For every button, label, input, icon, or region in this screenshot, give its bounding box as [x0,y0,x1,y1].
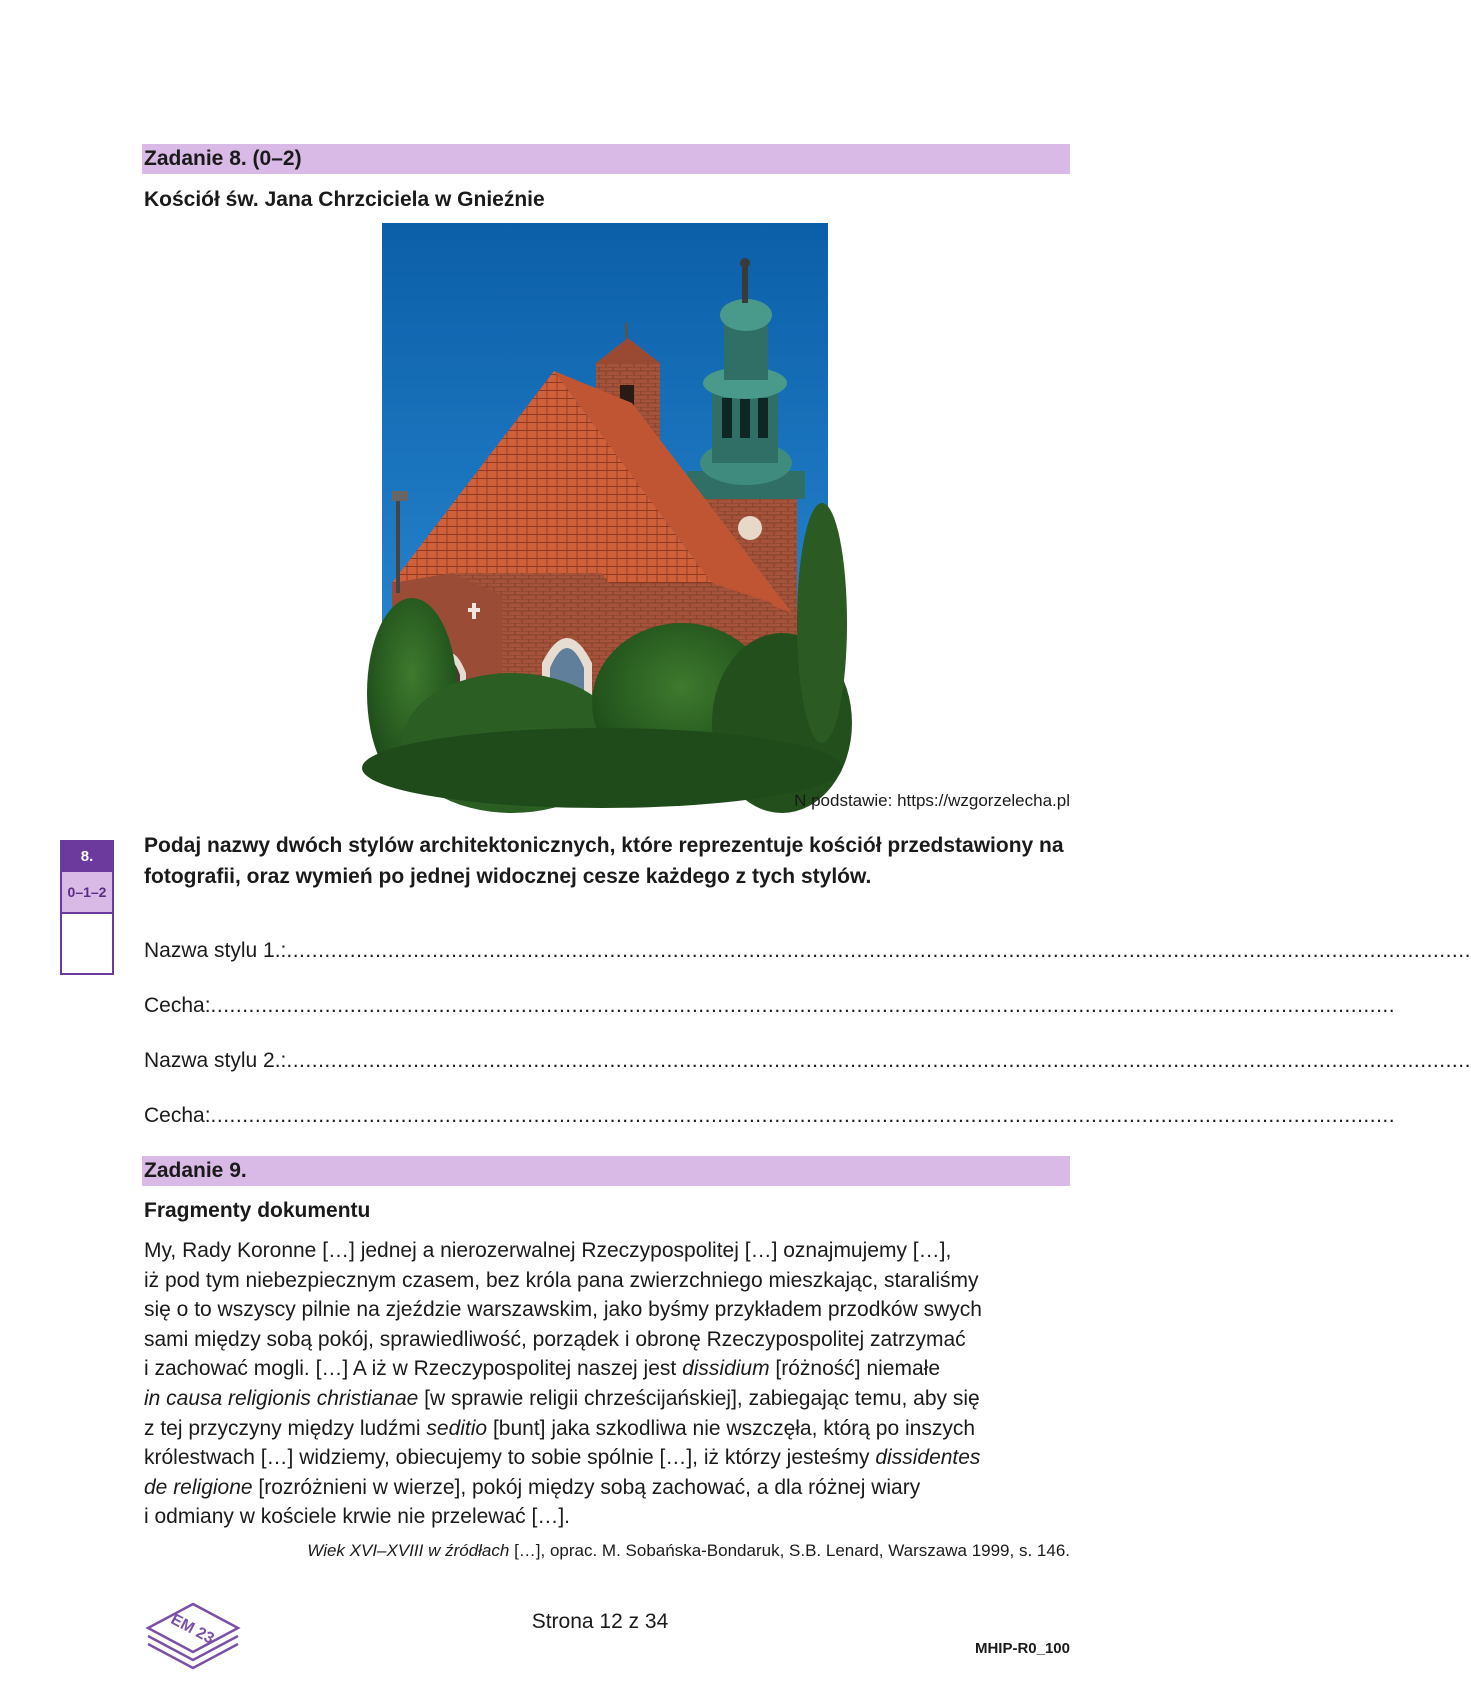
document-line [144,1443,1074,1473]
answer-label: Nazwa stylu 2.: [144,1049,287,1072]
task-8-title: Kościół św. Jana Chrzciciela w Gnieźnie [144,188,545,211]
answer-label: Nazwa stylu 1.: [144,939,287,962]
score-box [60,840,114,975]
text-segment: My, Rady Koronne […] jednej a nierozerwalnej Rzeczypospolitej […] oznajmujemy […], [144,1239,952,1262]
text-segment: z tej przyczyny między ludźmi [144,1416,427,1440]
task-9-header: Zadanie 9. [142,1156,1070,1186]
text-segment: [rozróżnieni w wierze], pokój między sobą zachować, a dla różnej wiary [252,1475,921,1499]
exam-code: MHIP-R0_100 [974,1640,1070,1657]
citation [307,1541,1070,1561]
latin-term: dissidentes [875,1446,981,1470]
logo-text: EM 23 [167,1610,217,1648]
answer-style-2[interactable] [144,1049,1471,1079]
text-segment: [bunt] jaka szkodliwa nie wszczęła, którą po inszych [487,1416,976,1440]
page-number: Strona 12 z 34 [531,1610,669,1633]
answer-dots: ........................................................................................................................................................................................... [286,939,1471,962]
document-line [144,1236,1074,1266]
task-9-title: Fragmenty dokumentu [144,1199,371,1222]
document-line [144,1502,1074,1532]
answer-feature-1[interactable] [144,994,1396,1024]
latin-term: in causa religionis christianae [144,1386,419,1410]
answer-dots: ........................................................................................................................................................................................... [210,994,1396,1017]
document-line [144,1325,1074,1355]
answer-feature-2[interactable] [144,1104,1396,1134]
document-excerpt [144,1236,1074,1532]
latin-term: dissidium [682,1357,770,1381]
citation-details: […], oprac. M. Sobańska-Bondaruk, S.B. Lenard, Warszawa 1999, s. 146. [509,1541,1070,1560]
text-segment: i odmiany w kościele krwie nie przelewać […]. [144,1505,570,1529]
score-task-number: 8. [62,842,112,872]
text-segment: sami między sobą pokój, sprawiedliwość, porządek i obronę Rzeczypospolitej zatrzymać [144,1327,966,1351]
text-segment: [różność] niemałe [769,1357,941,1381]
answer-label: Cecha: [144,1104,211,1127]
score-range: 0–1–2 [62,872,112,914]
document-line [144,1354,1074,1384]
latin-term: de religione [144,1475,253,1499]
citation-title: Wiek XVI–XVIII w źródłach [307,1541,510,1560]
task-8-header: Zadanie 8. (0–2) [142,144,1070,174]
latin-term: seditio [426,1416,488,1440]
document-line [144,1473,1074,1503]
text-segment: iż pod tym niebezpiecznym czasem, bez króla pana zwierzchniego mieszkając, staraliśmy [144,1268,979,1292]
task-8-instruction: Podaj nazwy dwóch stylów architektonicznych, które reprezentuje kościół przedstawiony na fotografii, oraz wymień po jednej widocznej cesze każdego z tych stylów. [144,834,1064,888]
answer-dots: ........................................................................................................................................................................................... [210,1104,1396,1127]
document-line [144,1414,1074,1444]
answer-style-1[interactable] [144,939,1471,969]
text-segment: się o to wszyscy pilnie na zjeździe warszawskim, jako byśmy przykładem przodków swych [144,1298,982,1322]
text-segment: królestwach […] widziemy, obiecujemy to sobie spólnie […], iż którzy jesteśmy [144,1446,876,1470]
score-field[interactable] [62,914,112,975]
document-line [144,1266,1074,1296]
photo-source: N podstawie: https://wzgorzelecha.pl [794,791,1070,810]
document-line [144,1295,1074,1325]
document-line [144,1384,1074,1414]
text-segment: i zachować mogli. […] A iż w Rzeczypospolitej naszej jest [144,1357,683,1381]
answer-label: Cecha: [144,994,211,1017]
church-photo [382,223,828,778]
answer-dots: ........................................................................................................................................................................................... [286,1049,1471,1072]
text-segment: [w sprawie religii chrześcijańskiej], zabiegając temu, aby się [418,1386,980,1410]
